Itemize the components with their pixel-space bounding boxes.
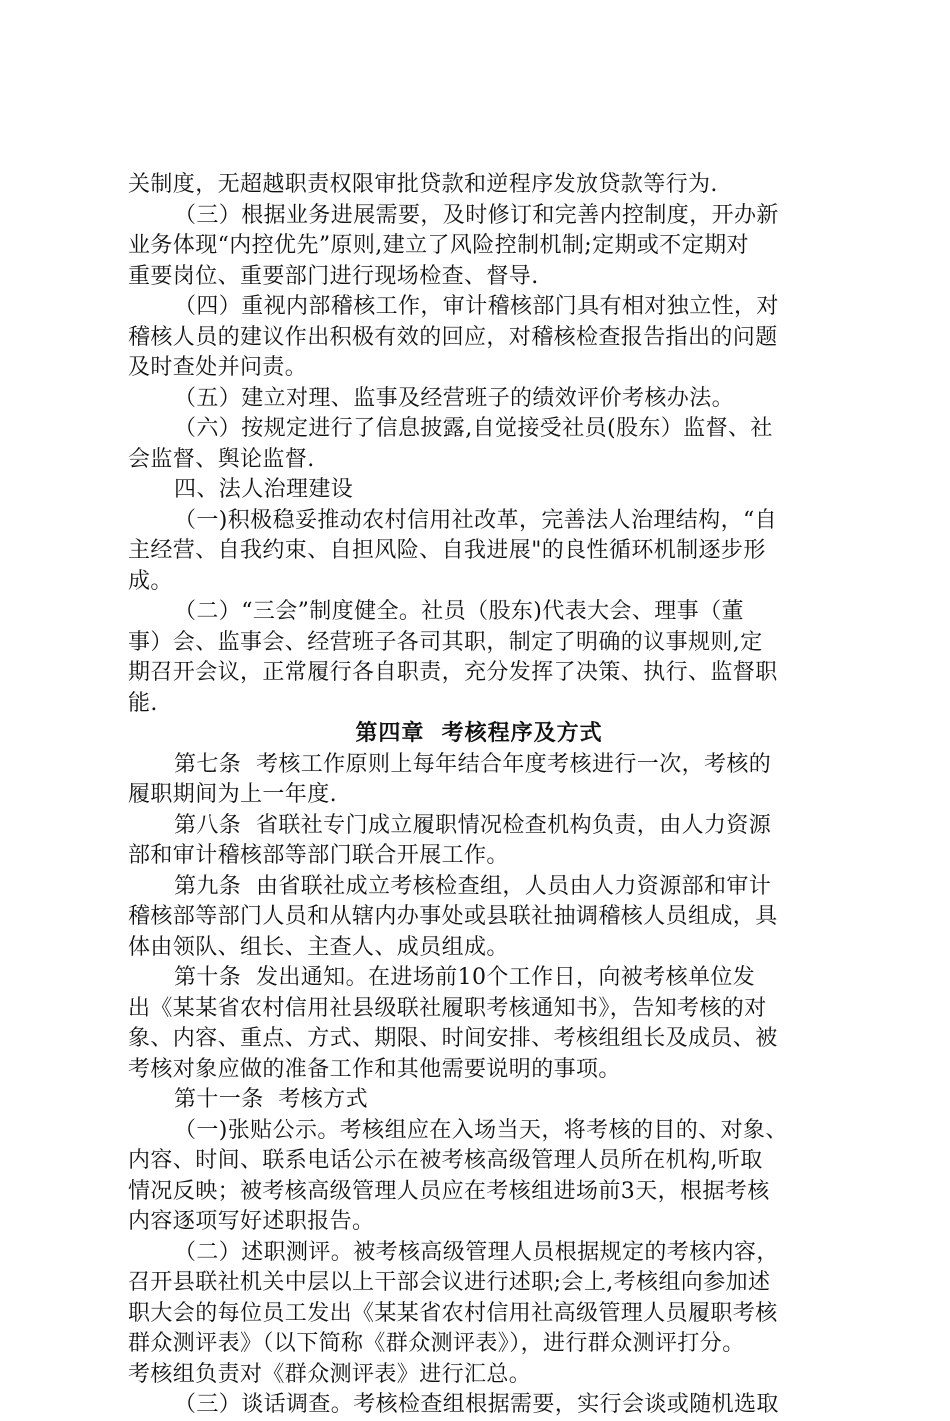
text-line: 四、法人治理建设	[174, 477, 354, 502]
text-line: 能.	[128, 690, 158, 716]
text-line: 第十条 发出通知。在进场前10个工作日，向被考核单位发	[174, 965, 756, 990]
text-line: （一)积极稳妥推动农村信用社改革，完善法人治理结构，“自	[174, 507, 778, 533]
text-line: 部和审计稽核部等部门联合开展工作。	[128, 843, 509, 868]
text-line: （一)张贴公示。考核组应在入场当天，将考核的目的、对象、	[174, 1117, 788, 1143]
text-line: 会监督、舆论监督.	[128, 446, 315, 472]
text-line: 职大会的每位员工发出《某某省农村信用社高级管理人员履职考核	[128, 1300, 778, 1326]
text-line: 召开县联社机关中层以上干部会议进行述职;会上,考核组向参加述	[128, 1270, 771, 1295]
text-line: 考核组负责对《群众测评表》进行汇总。	[128, 1361, 532, 1387]
text-line: 期召开会议，正常履行各自职责，充分发挥了决策、执行、监督职	[128, 660, 778, 685]
text-line: （四）重视内部稽核工作，审计稽核部门具有相对独立性，对	[174, 294, 779, 319]
text-line: 体由领队、组长、主查人、成员组成。	[128, 934, 509, 960]
text-line: 出《某某省农村信用社县级联社履职考核通知书》，告知考核的对	[128, 995, 767, 1021]
text-line: （二）“三会”制度健全。社员（股东)代表大会、理事（董	[174, 599, 744, 624]
text-line: 关制度，无超越职责权限审批贷款和逆程序发放贷款等行为.	[128, 172, 718, 197]
text-line: 象、内容、重点、方式、期限、时间安排、考核组组长及成员、被	[128, 1026, 778, 1051]
text-line: 考核对象应做的准备工作和其他需要说明的事项。	[128, 1056, 621, 1082]
text-line: 及时查处并问责。	[128, 355, 308, 380]
text-line: 情况反映；被考核高级管理人员应在考核组进场前3天，根据考核	[128, 1178, 770, 1204]
text-line: 主经营、自我约束、自担风险、自我进展"的良性循环机制逐步形	[128, 538, 766, 563]
document-page	[128, 170, 830, 1421]
text-line: （三）谈话调查。考核检查组根据需要，实行会谈或随机选取	[174, 1392, 779, 1417]
text-line: 内容逐项写好述职报告。	[128, 1209, 375, 1234]
text-line: （五）建立对理、监事及经营班子的绩效评价考核办法。	[174, 385, 735, 411]
text-line: 业务体现“内控优先”原则,建立了风险控制机制;定期或不定期对	[128, 233, 749, 258]
text-line: （六）按规定进行了信息披露,自觉接受社员(股东）监督、社	[174, 416, 773, 441]
text-line: 内容、时间、联系电话公示在被考核高级管理人员所在机构,听取	[128, 1148, 763, 1173]
text-line: 第七条 考核工作原则上每年结合年度考核进行一次，考核的	[174, 751, 772, 777]
text-line: 履职期间为上一年度.	[128, 782, 337, 807]
text-line: 第十一条 考核方式	[174, 1087, 368, 1112]
text-line: 重要岗位、重要部门进行现场检查、督导.	[128, 263, 539, 289]
text-line: 稽核人员的建议作出积极有效的回应，对稽核检查报告指出的问题	[128, 324, 778, 350]
text-line: （三）根据业务进展需要，及时修订和完善内控制度，开办新	[174, 202, 779, 228]
text-line: 稽核部等部门人员和从辖内办事处或县联社抽调稽核人员组成，具	[128, 904, 778, 929]
text-line: 事）会、监事会、经营班子各司其职，制定了明确的议事规则,定	[128, 629, 763, 655]
text-line: 第八条 省联社专门成立履职情况检查机构负责，由人力资源	[174, 812, 772, 838]
text-line: 成。	[128, 568, 173, 594]
text-line: （二）述职测评。被考核高级管理人员根据规定的考核内容，	[174, 1239, 779, 1265]
text-line: 群众测评表》（以下简称《群众测评表》），进行群众测评打分。	[128, 1331, 745, 1356]
chapter-heading: 第四章 考核程序及方式	[355, 721, 603, 746]
text-line: 第九条 由省联社成立考核检查组，人员由人力资源部和审计	[174, 873, 772, 899]
